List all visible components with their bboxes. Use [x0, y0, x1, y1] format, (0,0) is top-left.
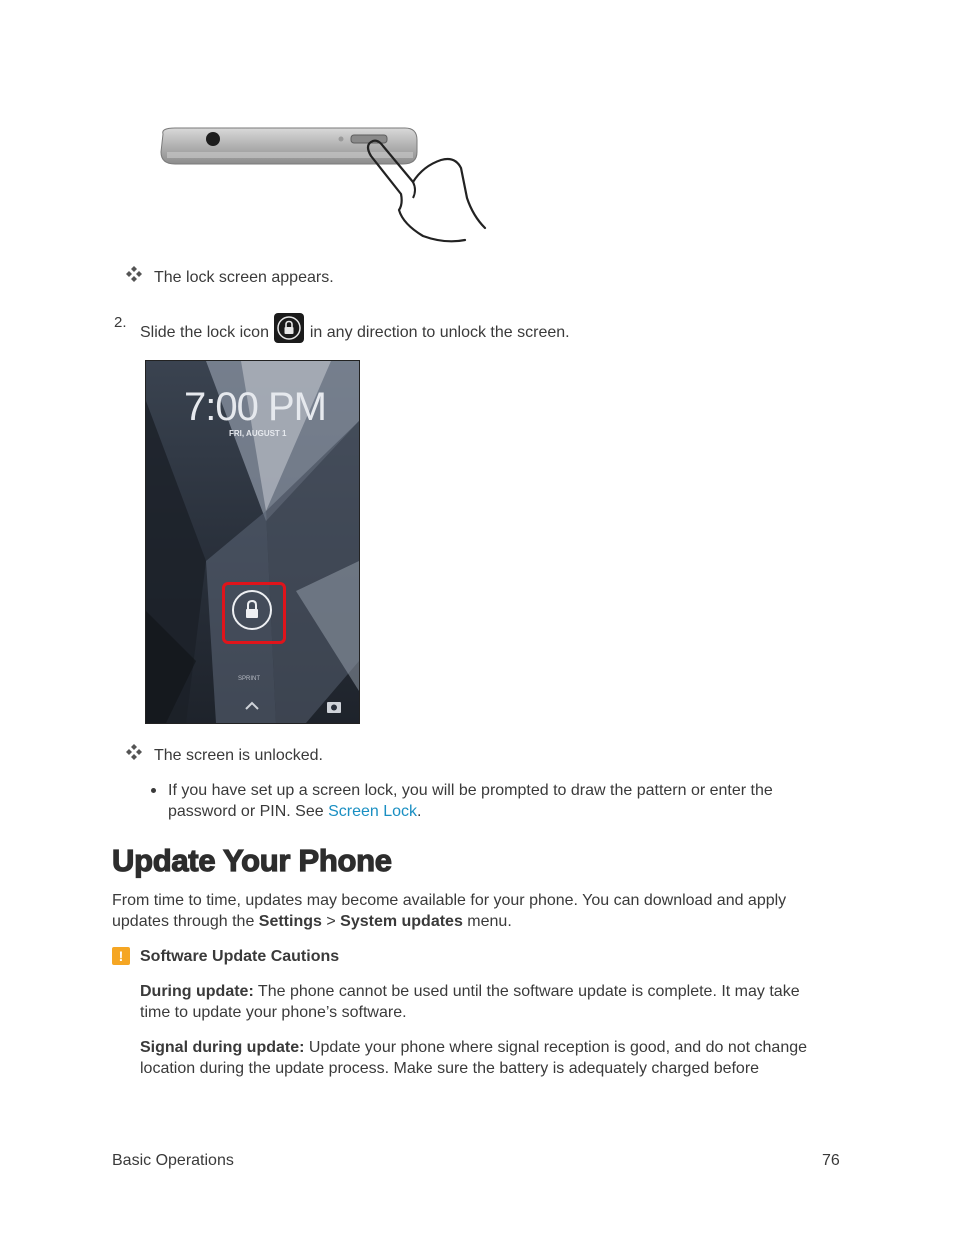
caution-title: Software Update Cautions: [140, 948, 340, 965]
lock-screen-image: [145, 360, 360, 724]
intro-line-2: [112, 911, 512, 932]
step-text-after: in any direction to unlock the screen.: [309, 324, 570, 341]
lockscreen-date: FRI, AUGUST 1: [229, 429, 287, 438]
headphone-jack-icon: [206, 132, 220, 146]
lock-icon-highlight: [222, 582, 286, 644]
note-line-1: If you have set up a screen lock, you will be prompted to draw the pattern or enter the: [168, 782, 773, 799]
result-text: The screen is unlocked.: [154, 747, 323, 764]
lockscreen-carrier: SPRINT: [238, 676, 261, 682]
note-period: .: [417, 803, 422, 820]
caution-paragraph-1-line-2: time to update your phone’s software.: [140, 1004, 407, 1021]
intro-line-1: From time to time, updates may become available for your phone. You can download and apply: [112, 892, 787, 909]
section-title: Update Your Phone: [112, 843, 392, 878]
step-text: [140, 313, 570, 343]
result-bullet-icon: [125, 743, 143, 761]
note-text: password or PIN. See: [168, 803, 329, 820]
step-text-before: Slide the lock icon: [140, 324, 269, 341]
signal-update-label: Signal during update:: [140, 1039, 305, 1056]
page-number: 76: [822, 1152, 840, 1169]
warning-icon: !: [112, 947, 130, 965]
result-bullet-icon: [125, 265, 143, 283]
caution-paragraph-1: [140, 981, 800, 1002]
step-number: 2.: [114, 314, 127, 331]
signal-update-text: Update your phone where signal reception is good, and do not change: [304, 1039, 808, 1056]
during-update-text: The phone cannot be used until the software update is complete. It may take: [253, 983, 800, 1000]
phone-top-edge-illustration: [155, 120, 495, 245]
settings-menu-label: Settings: [258, 913, 322, 930]
power-button: [351, 135, 387, 143]
intro-text: updates through the: [112, 913, 259, 930]
intro-text-end: menu.: [462, 913, 512, 930]
system-updates-label: System updates: [340, 913, 463, 930]
lock-icon: [274, 313, 304, 343]
caution-paragraph-2: [140, 1037, 807, 1058]
lockscreen-time: 7:00 PM: [184, 385, 326, 429]
result-text: The lock screen appears.: [154, 269, 334, 286]
note-line-2: [168, 801, 421, 822]
menu-separator: >: [321, 913, 341, 930]
footer-section: Basic Operations: [112, 1152, 234, 1169]
note-bullet: [151, 788, 156, 793]
caution-paragraph-2-line-2: location during the update process. Make sure the battery is adequately charged before: [140, 1060, 760, 1077]
screen-lock-link[interactable]: Screen Lock: [328, 803, 418, 820]
during-update-label: During update:: [140, 983, 254, 1000]
